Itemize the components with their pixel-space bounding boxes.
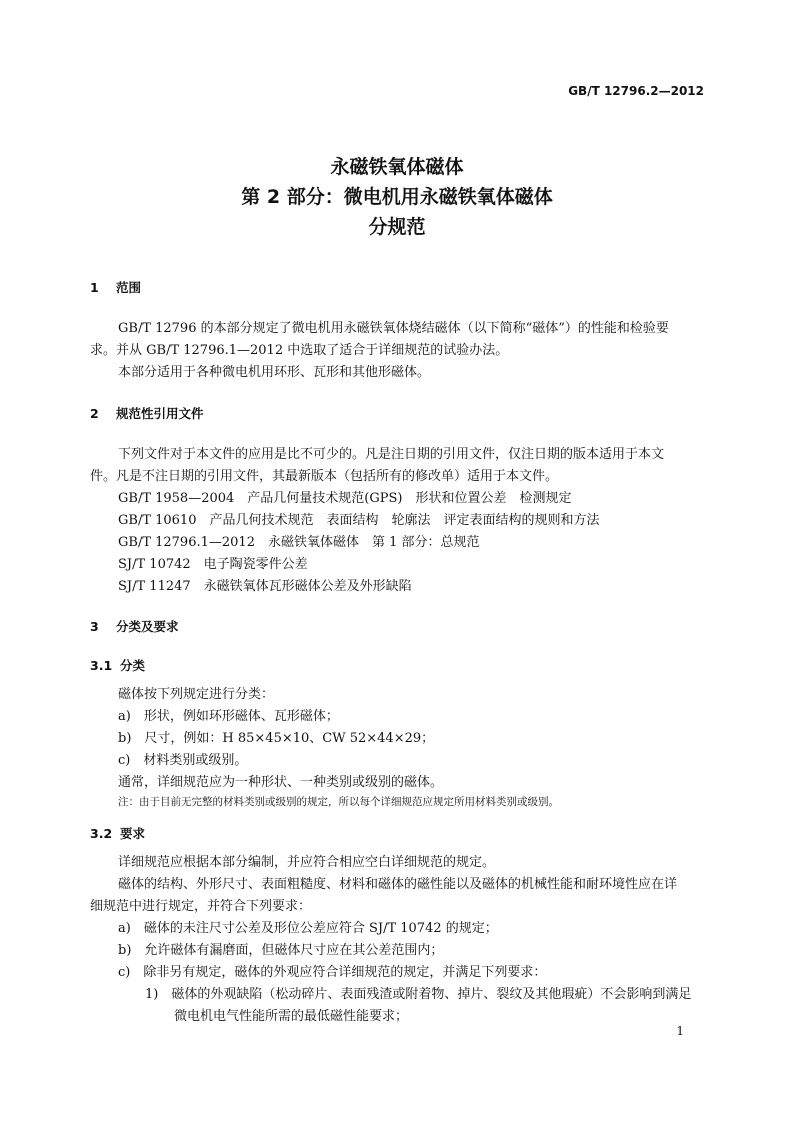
section-1-heading xyxy=(90,278,141,296)
section-title: 范围 xyxy=(116,280,142,295)
reference-item: SJ/T 10742 电子陶瓷零件公差 xyxy=(118,557,308,572)
list-item: a) 形状，例如环形磁体、瓦形磁体； xyxy=(118,709,339,724)
paragraph: 磁体按下列规定进行分类： xyxy=(118,687,275,702)
document-id: GB/T 12796.2—2012 xyxy=(568,84,704,98)
section-3-2-heading xyxy=(90,824,145,842)
section-title: 分类 xyxy=(120,658,146,673)
title-line-1: 永磁铁氧体磁体 xyxy=(330,156,464,178)
section-3-heading xyxy=(90,617,179,635)
section-title: 分类及要求 xyxy=(116,619,179,634)
section-3-1-heading xyxy=(90,656,145,674)
paragraph: GB/T 12796 的本部分规定了微电机用永磁铁氧体烧结磁体（以下简称“磁体”）的性能和检验要 xyxy=(118,321,669,336)
paragraph: 细规范中进行规定，并符合下列要求： xyxy=(90,899,312,914)
section-2-heading xyxy=(90,404,204,422)
paragraph: 本部分适用于各种微电机用环形、瓦形和其他形磁体。 xyxy=(118,365,431,380)
section-number: 2 xyxy=(90,406,99,421)
title-line-3: 分规范 xyxy=(368,216,426,238)
reference-item: GB/T 10610 产品几何技术规范 表面结构 轮廓法 评定表面结构的规则和方法 xyxy=(118,513,600,528)
paragraph: 下列文件对于本文件的应用是比不可少的。凡是注日期的引用文件，仅注日期的版本适用于本文 xyxy=(118,447,665,462)
sub-list-item: 1) 磁体的外观缺陷（松动碎片、表面残渣或附着物、掉片、裂纹及其他瑕疵）不会影响到满足 xyxy=(145,987,692,1002)
list-item: a) 磁体的未注尺寸公差及形位公差应符合 SJ/T 10742 的规定； xyxy=(118,921,498,936)
section-title: 要求 xyxy=(120,826,146,841)
section-title: 规范性引用文件 xyxy=(116,406,204,421)
sub-list-item: 微电机电气性能所需的最低磁性能要求； xyxy=(174,1009,409,1024)
list-item: c) 除非另有规定，磁体的外观应符合详细规范的规定，并满足下列要求： xyxy=(118,965,547,980)
note: 注：由于目前无完整的材料类别或级别的规定，所以每个详细规范应规定所用材料类别或级别。 xyxy=(118,796,559,808)
paragraph: 求。并从 GB/T 12796.1—2012 中选取了适合于详细规范的试验办法。 xyxy=(90,343,509,358)
section-number: 3 xyxy=(90,619,99,634)
title-line-2: 第 2 部分：微电机用永磁铁氧体磁体 xyxy=(241,186,553,208)
paragraph: 通常，详细规范应为一种形状、一种类别或级别的磁体。 xyxy=(118,775,444,790)
reference-item: SJ/T 11247 永磁铁氧体瓦形磁体公差及外形缺陷 xyxy=(118,579,412,594)
page-number: 1 xyxy=(676,1024,684,1038)
section-number: 3.2 xyxy=(90,826,113,841)
reference-item: GB/T 12796.1—2012 永磁铁氧体磁体 第 1 部分：总规范 xyxy=(118,535,480,550)
list-item: c) 材料类别或级别。 xyxy=(118,753,248,768)
paragraph: 详细规范应根据本部分编制，并应符合相应空白详细规范的规定。 xyxy=(118,855,496,870)
paragraph: 磁体的结构、外形尺寸、表面粗糙度、材料和磁体的磁性能以及磁体的机械性能和耐环境性应在详 xyxy=(118,877,678,892)
paragraph: 件。凡是不注日期的引用文件，其最新版本（包括所有的修改单）适用于本文件。 xyxy=(90,469,559,484)
list-item: b) 尺寸，例如：H 85×45×10、CW 52×44×29； xyxy=(118,731,435,746)
section-number: 3.1 xyxy=(90,658,113,673)
list-item: b) 允许磁体有漏磨面，但磁体尺寸应在其公差范围内； xyxy=(118,943,444,958)
section-number: 1 xyxy=(90,280,99,295)
reference-item: GB/T 1958—2004 产品几何量技术规范(GPS) 形状和位置公差 检测规定 xyxy=(118,491,572,506)
